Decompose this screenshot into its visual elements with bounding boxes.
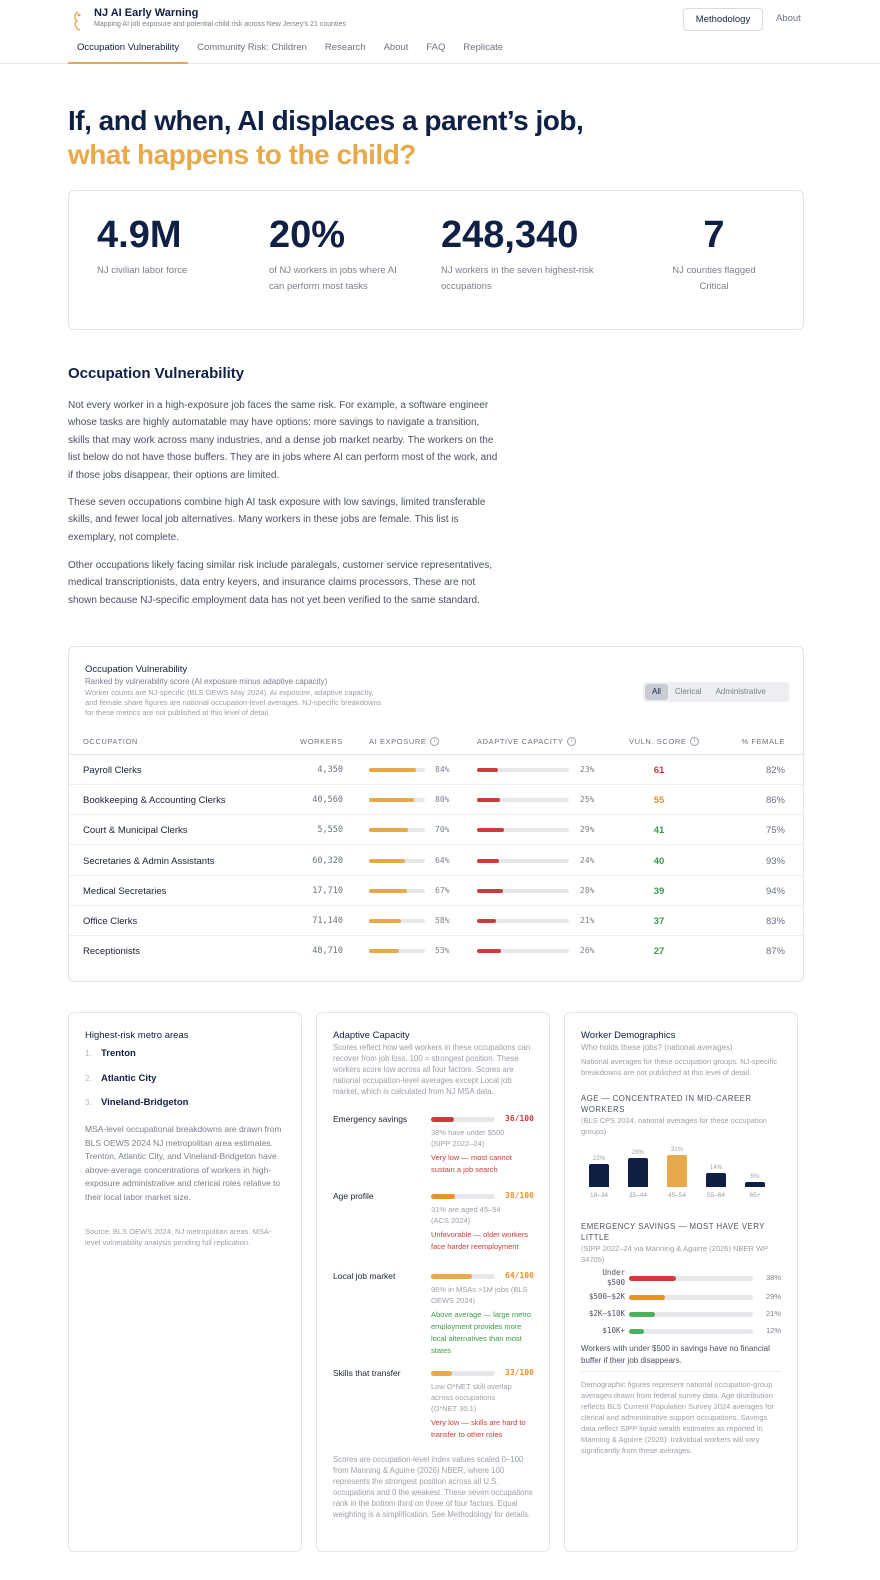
age-bar-label: 45–54 [667,1192,687,1199]
col-label: % FEMALE [741,737,785,746]
stat-high-risk-workers [441,213,611,295]
info-icon[interactable]: i [690,737,699,746]
factor-label: Emergency savings [333,1114,408,1124]
savings-source: (SIPP 2022–24 via Manning & Aguirre (2026) NBER WP 34705) [581,1244,768,1264]
col-vuln-score[interactable] [629,737,699,746]
table-subtitle: Ranked by vulnerability score (AI exposure minus adaptive capacity) [85,677,328,686]
age-bar-value: 14% [709,1164,722,1171]
table-row[interactable] [69,846,805,876]
site-header [0,0,880,64]
table-note: Worker counts are NJ-specific (BLS OEWS May 2024). AI exposure, adaptive capacity, and female share figures are national occupation-level averages. NJ-specific breakdowns for these metrics are not published at this level of detail. [85,688,382,717]
age-bar-chart [581,1141,781,1203]
col-female[interactable] [729,737,785,746]
filter-clerical[interactable]: Clerical [674,687,702,696]
tab-research[interactable]: Research [324,42,366,53]
ai-exposure-bar [369,859,425,863]
stat-label: of NJ workers in jobs where AI can perform most tasks [269,265,397,292]
factor-label: Local job market [333,1271,396,1281]
factor-source: (SIPP 2022–24) [431,1139,485,1148]
savings-bar-fill [629,1329,644,1334]
col-label: ADAPTIVE CAPACITY [477,737,564,746]
adaptive-capacity-fill [477,768,498,772]
factor-score: 36/100 [505,1114,534,1123]
adaptive-capacity-value: 28% [580,885,595,895]
filter-all[interactable]: All [645,684,668,700]
factor-note: 31% are aged 45–54 [431,1205,501,1214]
metro-name: Vineland-Bridgeton [101,1097,189,1108]
adaptive-capacity-bar [477,798,569,802]
factor-note: 96% in MSAs >1M jobs (BLS OEWS 2024) [431,1285,528,1305]
ai-exposure-value: 80% [435,795,450,805]
adaptive-capacity-value: 26% [580,946,595,956]
savings-bar-fill [629,1312,655,1317]
factor-bar-fill [431,1194,455,1199]
col-label: WORKERS [300,737,343,746]
ai-exposure-bar [369,798,425,802]
ai-exposure-value: 70% [435,825,450,835]
metro-rank: 2. [85,1074,92,1083]
ai-exposure-fill [369,919,401,923]
age-source: (BLS CPS 2024, national averages for these occupation groups) [581,1116,767,1136]
occupation-table-card [68,646,804,982]
adaptive-footer: Scores are occupation-level index values scaled 0–100 from Manning & Aguirre (2026) NBER, where 100 represents the strongest position across all U.S. occupations and 0 the weakest. These seven occupations rank in the bottom third on three of four factors. Equal weighting is a simplification. See Methodology for details. [333,1455,533,1519]
col-label: OCCUPATION [83,737,138,746]
factor-label: Skills that transfer [333,1368,401,1378]
table-row[interactable] [69,815,805,845]
metro-rank: 3. [85,1098,92,1107]
age-bar [745,1182,765,1187]
savings-label: Under $500 [602,1268,625,1287]
age-bar-label: 65+ [749,1192,761,1199]
worker-count: 17,710 [312,885,343,896]
hero-line-2: what happens to the child? [68,139,416,170]
factor-score: 64/100 [505,1271,534,1280]
table-row[interactable] [69,876,805,906]
metro-card [68,1012,302,1552]
demographics-footer: Demographic figures represent national occupation-group averages drawn from federal survey data. Age distribution reflects BLS Current Population Survey 2024 averages for clerical and administrative support occupations. Savings data reflect SIPP liquid wealth estimates as reported in Manning & Aguirre (2026). Individual workers will vary significantly from these averages. [581,1380,775,1455]
demographics-note: National averages for these occupation groups. NJ-specific breakdowns are not published at this level of detail. [581,1057,777,1077]
table-row[interactable] [69,785,805,815]
age-bar [667,1155,687,1187]
savings-label: $500–$2K [588,1292,625,1301]
factor-bar-fill [431,1371,452,1376]
vuln-score: 61 [653,765,665,776]
female-share: 93% [765,855,785,867]
stats-panel [68,190,804,330]
savings-note: Workers with under $500 in savings have no financial buffer if their job disappears. [581,1344,770,1365]
adaptive-intro: Scores reflect how well workers in these occupations can recover from job loss. 100 = strongest position. These workers score low across all four factors. Scores are national occupation-level averages except Local job market, which is calculated from NJ MSA data. [333,1043,531,1096]
adaptive-capacity-bar [477,949,569,953]
adaptive-capacity-bar [477,889,569,893]
demographics-card [564,1012,798,1552]
worker-count: 4,350 [317,765,343,775]
about-link[interactable]: About [776,13,801,24]
ai-exposure-bar [369,889,425,893]
female-share: 82% [765,765,785,776]
savings-label: $2K–$10K [588,1309,625,1318]
factor-verdict: Very low — skills are hard to transfer to other roles [431,1418,526,1439]
col-ai-exposure[interactable] [369,737,439,746]
ai-exposure-value: 64% [435,855,450,865]
adaptive-title: Adaptive Capacity [333,1030,410,1041]
table-title: Occupation Vulnerability [85,664,188,675]
table-row[interactable] [69,755,805,785]
stat-label: NJ civilian labor force [97,265,188,276]
worker-count: 5,550 [317,825,343,836]
col-label: AI EXPOSURE [369,737,427,746]
factor-score: 33/100 [505,1368,534,1377]
vuln-score: 37 [653,916,665,927]
tab-community-risk[interactable]: Community Risk: Children [197,42,307,53]
occupation-name: Secretaries & Admin Assistants [83,855,215,867]
adaptive-capacity-value: 24% [580,855,595,865]
tab-faq[interactable]: FAQ [426,42,446,53]
adaptive-capacity-value: 21% [580,916,595,925]
savings-value: 21% [765,1309,781,1318]
stat-critical-counties [649,213,779,295]
occupation-name: Medical Secretaries [83,885,167,897]
ai-exposure-bar [369,768,425,772]
savings-bar [629,1276,753,1281]
ai-exposure-value: 84% [435,765,450,774]
ai-exposure-value: 58% [435,916,450,925]
ai-exposure-value: 53% [435,946,450,956]
savings-bar-fill [629,1276,676,1281]
ai-exposure-fill [369,859,405,863]
occupation-name: Office Clerks [83,916,138,927]
adaptive-capacity-fill [477,859,499,863]
demographics-title: Worker Demographics [581,1030,676,1041]
factor-bar [431,1371,495,1376]
section-title: Occupation Vulnerability [68,365,245,382]
savings-label: $10K+ [602,1326,625,1335]
occupation-name: Court & Municipal Clerks [83,825,188,837]
worker-count: 48,710 [312,946,343,957]
adaptive-capacity-value: 25% [580,795,595,805]
info-icon[interactable]: i [430,737,439,746]
site-subtitle: Mapping AI job exposure and potential child risk across New Jersey's 21 counties [94,21,346,28]
adaptive-capacity-bar [477,919,569,923]
table-header [69,735,805,755]
female-share: 87% [765,946,785,958]
stat-label: NJ counties flagged Critical [672,265,756,292]
stat-label: NJ workers in the seven highest-risk occupations [441,265,594,292]
tab-occupation-vulnerability[interactable]: Occupation Vulnerability [68,36,188,64]
worker-count: 40,560 [312,795,343,806]
tab-about[interactable]: About [383,42,409,53]
worker-count: 71,140 [312,916,343,926]
age-bar-value: 22% [592,1156,605,1163]
metro-rank: 1. [85,1049,92,1058]
adaptive-capacity-fill [477,919,496,923]
ai-exposure-value: 67% [435,885,450,895]
logo-icon [70,10,86,32]
factor-bar-fill [431,1117,454,1122]
female-share: 86% [765,795,785,807]
col-label: VULN. SCORE [629,737,687,746]
hero-line-1: If, and when, AI displaces a parent’s job, [68,105,584,136]
savings-bar [629,1312,753,1317]
savings-value: 38% [765,1273,781,1282]
ai-exposure-fill [369,889,407,893]
metro-source: Source: BLS OEWS 2024, NJ metropolitan areas. MSA-level vulnerability analysis pending full replication. [85,1227,272,1247]
adaptive-capacity-value: 23% [580,765,595,774]
ai-exposure-fill [369,798,414,802]
ai-exposure-fill [369,768,416,772]
metro-name: Atlantic City [101,1073,157,1084]
ai-exposure-fill [369,828,408,832]
age-bar-value: 28% [631,1150,644,1157]
factor-verdict: Unfavorable — older workers face harder reemployment [431,1230,529,1251]
adaptive-capacity-fill [477,798,500,802]
category-filter [643,682,789,702]
methodology-button[interactable]: Methodology [683,8,763,31]
adaptive-capacity-fill [477,828,504,832]
factor-bar [431,1117,495,1122]
vuln-score: 55 [653,795,665,807]
metro-item-atlantic-city[interactable] [85,1073,156,1084]
nav-tabs [68,36,512,64]
stat-value: 248,340 [441,214,579,256]
adaptive-capacity-bar [477,768,569,772]
factor-label: Age profile [333,1191,374,1201]
age-bar [628,1158,648,1187]
vuln-score: 40 [653,855,665,867]
tab-replicate[interactable]: Replicate [463,42,504,53]
occupation-name: Payroll Clerks [83,765,142,776]
factor-verdict: Very low — most cannot sustain a job search [431,1153,512,1174]
age-bar-value: 5% [750,1173,760,1180]
col-occupation[interactable] [83,737,138,746]
ai-exposure-bar [369,919,425,923]
age-bar-label: 18–34 [589,1192,609,1199]
site-title[interactable]: NJ AI Early Warning [94,7,199,19]
age-bar-value: 31% [670,1147,683,1153]
vuln-score: 41 [653,825,665,837]
adaptive-capacity-bar [477,859,569,863]
info-icon[interactable]: i [567,737,576,746]
divider [581,1371,781,1372]
section-paragraph-2: These seven occupations combine high AI task exposure with low savings, limited transferable skills, and fewer local job alternatives. Many workers in these jobs are female. This list is exemplary, not complete. [68,497,486,543]
adaptive-capacity-bar [477,828,569,832]
metro-item-trenton[interactable] [85,1048,136,1059]
vuln-score: 27 [653,946,665,958]
metro-title: Highest-risk metro areas [85,1030,189,1041]
savings-bar-fill [629,1295,665,1300]
adaptive-capacity-fill [477,949,501,953]
age-bar-label: 55–64 [706,1192,726,1199]
metro-body: MSA-level occupational breakdowns are drawn from BLS OEWS 2024 NJ metropolitan area estimates. Trenton, Atlantic City, and Vineland-Bridgeton have above-average concentrations of workers in high-exposure administrative and clerical roles relative to their local labor market size. [85,1124,282,1202]
vuln-score: 39 [653,885,665,897]
savings-value: 29% [765,1292,781,1301]
table-row[interactable] [69,906,805,936]
hero-heading [68,104,583,172]
factor-source: (O*NET 30.1) [431,1404,477,1413]
col-adaptive-capacity[interactable] [477,737,576,746]
adaptive-capacity-card [316,1012,550,1552]
occupation-name: Receptionists [83,946,141,958]
female-share: 94% [765,885,785,897]
factor-source: (ACS 2024) [431,1216,471,1225]
savings-caption: EMERGENCY SAVINGS — MOST HAVE VERY LITTLE [581,1222,765,1242]
female-share: 75% [765,825,785,837]
ai-exposure-bar [369,828,425,832]
factor-bar-fill [431,1274,472,1279]
stat-value: 7 [703,214,725,256]
adaptive-capacity-fill [477,889,503,893]
factor-score: 38/100 [505,1191,534,1200]
section-paragraph-3: Other occupations likely facing similar risk include paralegals, customer service representatives, medical transcriptionists, data entry keyers, and insurance claims processors. These are not shown because NJ-specific employment data has not yet been verified to the same standard. [68,560,493,606]
factor-verdict: Above average — large metro employment provides more local alternatives than most states [431,1310,532,1355]
section-paragraph-1: Not every worker in a high-exposure job faces the same risk. For example, a software engineer whose tasks are highly automatable may have options: more savings to navigate a transition, skills that may work across many industries, and a dense job market nearby. The workers on the list below do not have those buffers. They are in jobs where AI can perform most of the work, and if those jobs disappear, their options are limited. [68,400,498,481]
savings-bar [629,1295,753,1300]
savings-value: 12% [765,1326,781,1335]
age-bar-label: 35–44 [628,1192,648,1199]
factor-note: Low O*NET skill overlap across occupations [431,1382,512,1402]
metro-name: Trenton [101,1048,136,1059]
occupation-name: Bookkeeping & Accounting Clerks [83,795,226,807]
age-bar [706,1173,726,1187]
age-caption: AGE — CONCENTRATED IN MID-CAREER WORKERS [581,1094,752,1114]
stat-exposure-share [269,213,399,295]
table-row[interactable] [69,936,805,966]
factor-bar [431,1194,495,1199]
stat-value: 4.9M [97,214,182,256]
ai-exposure-bar [369,949,425,953]
adaptive-capacity-value: 29% [580,825,595,835]
metro-item-vineland[interactable] [85,1097,188,1108]
factor-bar [431,1274,495,1279]
worker-count: 60,320 [312,855,343,866]
ai-exposure-fill [369,949,399,953]
age-bar [589,1164,609,1187]
female-share: 83% [765,916,785,927]
col-workers[interactable] [269,737,343,746]
stat-labor-force [97,213,237,279]
filter-administrative[interactable]: Administrative [715,687,766,696]
stat-value: 20% [269,214,346,256]
demographics-subtitle: Who holds these jobs? (national averages) [581,1043,733,1052]
savings-bar [629,1329,753,1334]
factor-note: 38% have under $500 [431,1128,505,1137]
